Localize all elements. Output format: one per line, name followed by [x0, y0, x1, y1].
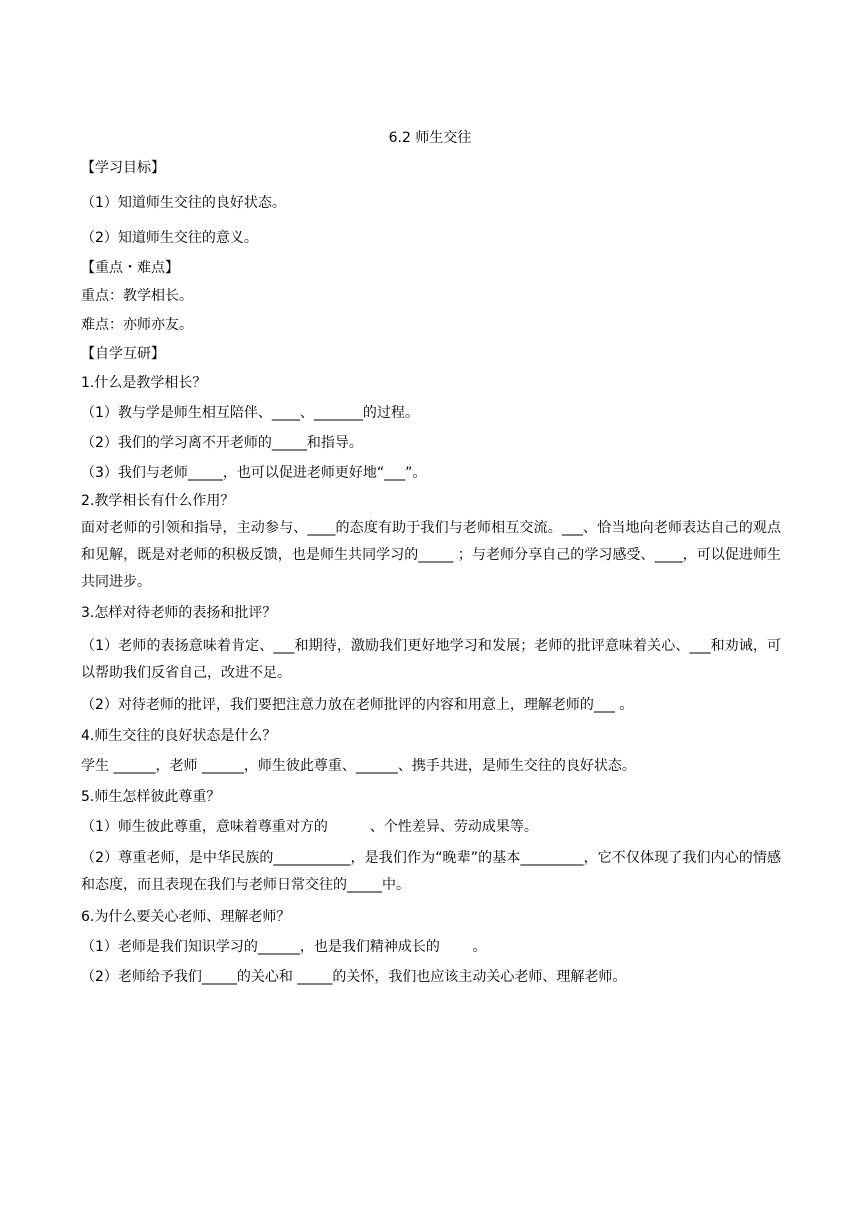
- section-heading-objectives: 【学习目标】: [81, 160, 165, 176]
- section-heading-key-points: 【重点・难点】: [81, 260, 179, 276]
- question-4-answer: 学生 ______，老师 ______，师生彼此尊重、______、携手共进，是师生交往的良好状态。: [81, 758, 636, 774]
- question-4: 4.师生交往的良好状态是什么？: [81, 728, 277, 744]
- question-6-item-1: （1）老师是我们知识学习的______，也是我们精神成长的 。: [81, 939, 487, 955]
- question-5-item-2: （2）尊重老师，是中华民族的___________，是我们作为“晚辈”的基本_________，它不仅体现了我们内心的情感和态度，而且表现在我们与老师日常交往的_____中。: [81, 850, 781, 893]
- difficult-point: 难点：亦师亦友。: [81, 317, 193, 333]
- question-5-item-1: （1）师生彼此尊重，意味着尊重对方的 、个性差异、劳动成果等。: [81, 819, 538, 835]
- question-3-item-1: （1）老师的表扬意味着肯定、___和期待，激励我们更好地学习和发展；老师的批评意味着关心、___和劝诫，可以帮助我们反省自己，改进不足。: [81, 638, 781, 681]
- question-2-paragraph: 面对老师的引领和指导，主动参与、____的态度有助于我们与老师相互交流。___、恰当地向老师表达自己的观点和见解，既是对老师的积极反馈，也是师生共同学习的_____ ；与老师分享自己的学习感受、____，可以促进师生共同进步。: [81, 520, 781, 590]
- page-title: 6.2 师生交往: [388, 130, 472, 146]
- question-1: 1.什么是教学相长？: [81, 375, 207, 391]
- question-6-item-2: （2）老师给予我们_____的关心和 _____的关怀，我们也应该主动关心老师、理解老师。: [81, 969, 627, 985]
- objective-2: （2）知道师生交往的意义。: [81, 230, 258, 246]
- question-1-item-3: （3）我们与老师_____，也可以促进老师更好地“___”。: [81, 465, 427, 481]
- objective-1: （1）知道师生交往的良好状态。: [81, 195, 286, 211]
- question-1-item-2: （2）我们的学习离不开老师的_____和指导。: [81, 435, 363, 451]
- key-point: 重点：教学相长。: [81, 288, 193, 304]
- question-1-item-1: （1）教与学是师生相互陪伴、____、_______的过程。: [81, 405, 419, 421]
- question-6: 6.为什么要关心老师、理解老师？: [81, 909, 291, 925]
- question-2: 2.教学相长有什么作用？: [81, 493, 235, 509]
- section-heading-self-study: 【自学互研】: [81, 346, 165, 362]
- question-3: 3.怎样对待老师的表扬和批评？: [81, 605, 277, 621]
- question-5: 5.师生怎样彼此尊重？: [81, 789, 221, 805]
- question-3-item-2: （2）对待老师的批评，我们要把注意力放在老师批评的内容和用意上，理解老师的___ 。: [81, 697, 634, 713]
